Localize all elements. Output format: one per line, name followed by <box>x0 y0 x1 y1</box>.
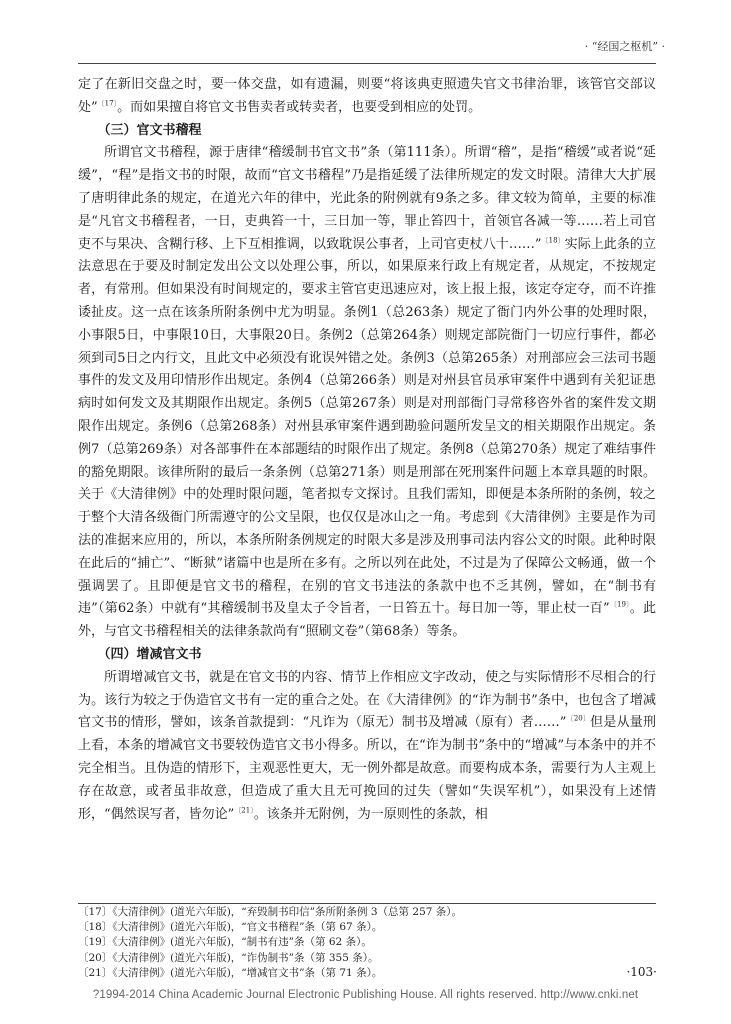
paragraph <box>78 142 656 644</box>
paragraph-text: 。而如果擅自将官文书售卖者或转卖者，也要受到相应的处罚。 <box>117 99 482 115</box>
article-body <box>78 74 656 826</box>
footnote-item: 〔19〕《大清律例》(道光六年版)，“制书有违”条（第 62 条）。 <box>78 936 372 949</box>
paragraph-text: 定了在新旧交盘之时，要一体交盘，如有遗漏，则要“将该典吏照遗失官文书律治罪，该管官交部议处” <box>78 77 656 115</box>
paragraph <box>78 74 656 120</box>
footnote-ref[interactable]: 〔18〕 <box>541 236 565 245</box>
section-heading: （三）官文书稽程 <box>97 122 202 138</box>
footnote-rule <box>78 903 656 904</box>
paragraph-text: 。此外，与官文书稽程相关的法律条款尚有“照刷文卷”（第68条）等条。 <box>78 601 656 640</box>
header-rule <box>78 63 656 64</box>
paragraph-text: 。该条并无附例，为一原则性的条款，相 <box>253 806 488 822</box>
footnote-ref[interactable]: 〔21〕 <box>234 806 254 815</box>
footnote-item: 〔20〕《大清律例》(道光六年版)，“诈伪制书”条（第 355 条）。 <box>78 951 379 964</box>
footnote-item: 〔18〕《大清律例》(道光六年版)，“官文书稽程”条（第 67 条）。 <box>78 921 383 934</box>
footnote-item: 〔17〕《大清律例》(道光六年版)，“弃毁制书印信”条所附条例 3（总第 257 条）。 <box>78 906 463 918</box>
footnote-ref[interactable]: 〔17〕 <box>97 99 118 108</box>
footnotes <box>78 905 656 981</box>
paragraph-text: 所谓官文书稽程，源于唐律“稽缓制书官文书”条（第111条）。所谓“稽”，是指“稽缓”或者说“延缓”，“程”是指文书的时限，故而“官文书稽程”乃是指延缓了法律所规定的发文时限。清律大大扩展了唐明律此条的规定，在道光六年的律中，光此条的附例就有9条之多。律文较为简单，主要的标准是“凡官文书稽程者，一日，吏典笞一十，三日加一等，罪止笞四十，首领官各减一等……若上司官吏不与果决、含糊行移、上下互相推调，以致耽误公事者，上司官吏杖八十……” <box>78 145 656 252</box>
copyright-notice: ?1994-2014 China Academic Journal Electronic Publishing House. All rights reserved. http://www.cnki.net <box>92 989 639 1001</box>
footnote-ref[interactable]: 〔20〕 <box>566 714 591 723</box>
paragraph-text: 但是从量刑上看，本条的增减官文书要较伪造官文书小得多。所以，在“诈为制书”条中的“增减”与本条中的并不完全相当。且伪造的情形下，主观恶性更大，无一例外都是故意。而要构成本条，需要行为人主观上存在故意，或者虽非故意，但造成了重大且无可挽回的过失（譬如“失误军机”），如果没有上述情形，“偶然误写者，皆勿论” <box>78 715 656 822</box>
footnote-item: 〔21〕《大清律例》(道光六年版)，“增减官文书”条（第 71 条）。 <box>78 966 383 979</box>
paragraph <box>78 667 656 827</box>
section-heading: （四）增减官文书 <box>97 646 202 662</box>
paragraph-text: 实际上此条的立法意思在于要及时制定发出公文以处理公事，所以，如果原来行政上有规定者，从规定，不按规定者，有常刑。但如果没有时间规定的，要求主管官吏迅速应对，该上报上报，该定夺定夺，而不许推诿扯皮。这一点在该条所附条例中尤为明显。条例1（总263条）规定了衙门内外公事的处理时限，小事限5日，中事限10日，大事限20日。条例2（总第264条）则规定部院衙门一切应行事件，都必须到司5日之内行文，且此文中必须没有讹误舛错之处。条例3（总第265条）对刑部应会三法司书题事件的发文及用印情形作出规定。条例4（总第266条）则是对州县官员承审案件中遇到有关犯证患病时如何发文及其期限作出规定。条例5（总第267条）则是对刑部衙门寻常移咨外省的案件发文期限作出规定。条例6（总第268条）对州县承审案件遇到勘验问题所发呈文的相关期限作出规定。条例7（总第269条）对各部事件在本部题结的时限作出了规定。条例8（总第270条）规定了难结事件的豁免期限。该律所附的最后一条条例（总第271条）则是刑部在死刑案件问题上本章具题的时限。关于《大清律例》中的处理时限问题，笔者拟专文探讨。且我们需知，即便是本条所附的条例，较之于整个大清各级衙门所需遵守的公文呈限，也仅仅是冰山之一角。考虑到《大清律例》主要是作为司法的准据来应用的，所以，本条所附条例规定的时限大多是涉及刑事司法内容公文的时限。此种时限在此后的“捕亡”、“断狱”诸篇中也是所在多有。之所以列在此处，不过是为了保障公文畅通，做一个强调罢了。且即便是官文书的稽程，在别的官文书违法的条款中也不乏其例，譬如，在“制书有违”（第62条）中就有“其稽缓制书及皇太子令旨者，一日笞五十。每日加一等，罪止杖一百” <box>78 236 656 617</box>
page-number: ·103· <box>626 965 657 979</box>
footnote-ref[interactable]: 〔19〕 <box>609 601 630 609</box>
running-head: · “经国之枢机” · <box>584 40 665 53</box>
paragraph-text: 所谓增减官文书，就是在官文书的内容、情节上作相应文字改动，使之与实际情形不尽相合的行为。该行为较之于伪造官文书有一定的重合之处。在《大清律例》的“诈为制书”条中，也包含了增减官文书的情形，譬如，该条首款提到：“凡诈为（原无）制书及增减（原有）者……” <box>78 669 656 731</box>
